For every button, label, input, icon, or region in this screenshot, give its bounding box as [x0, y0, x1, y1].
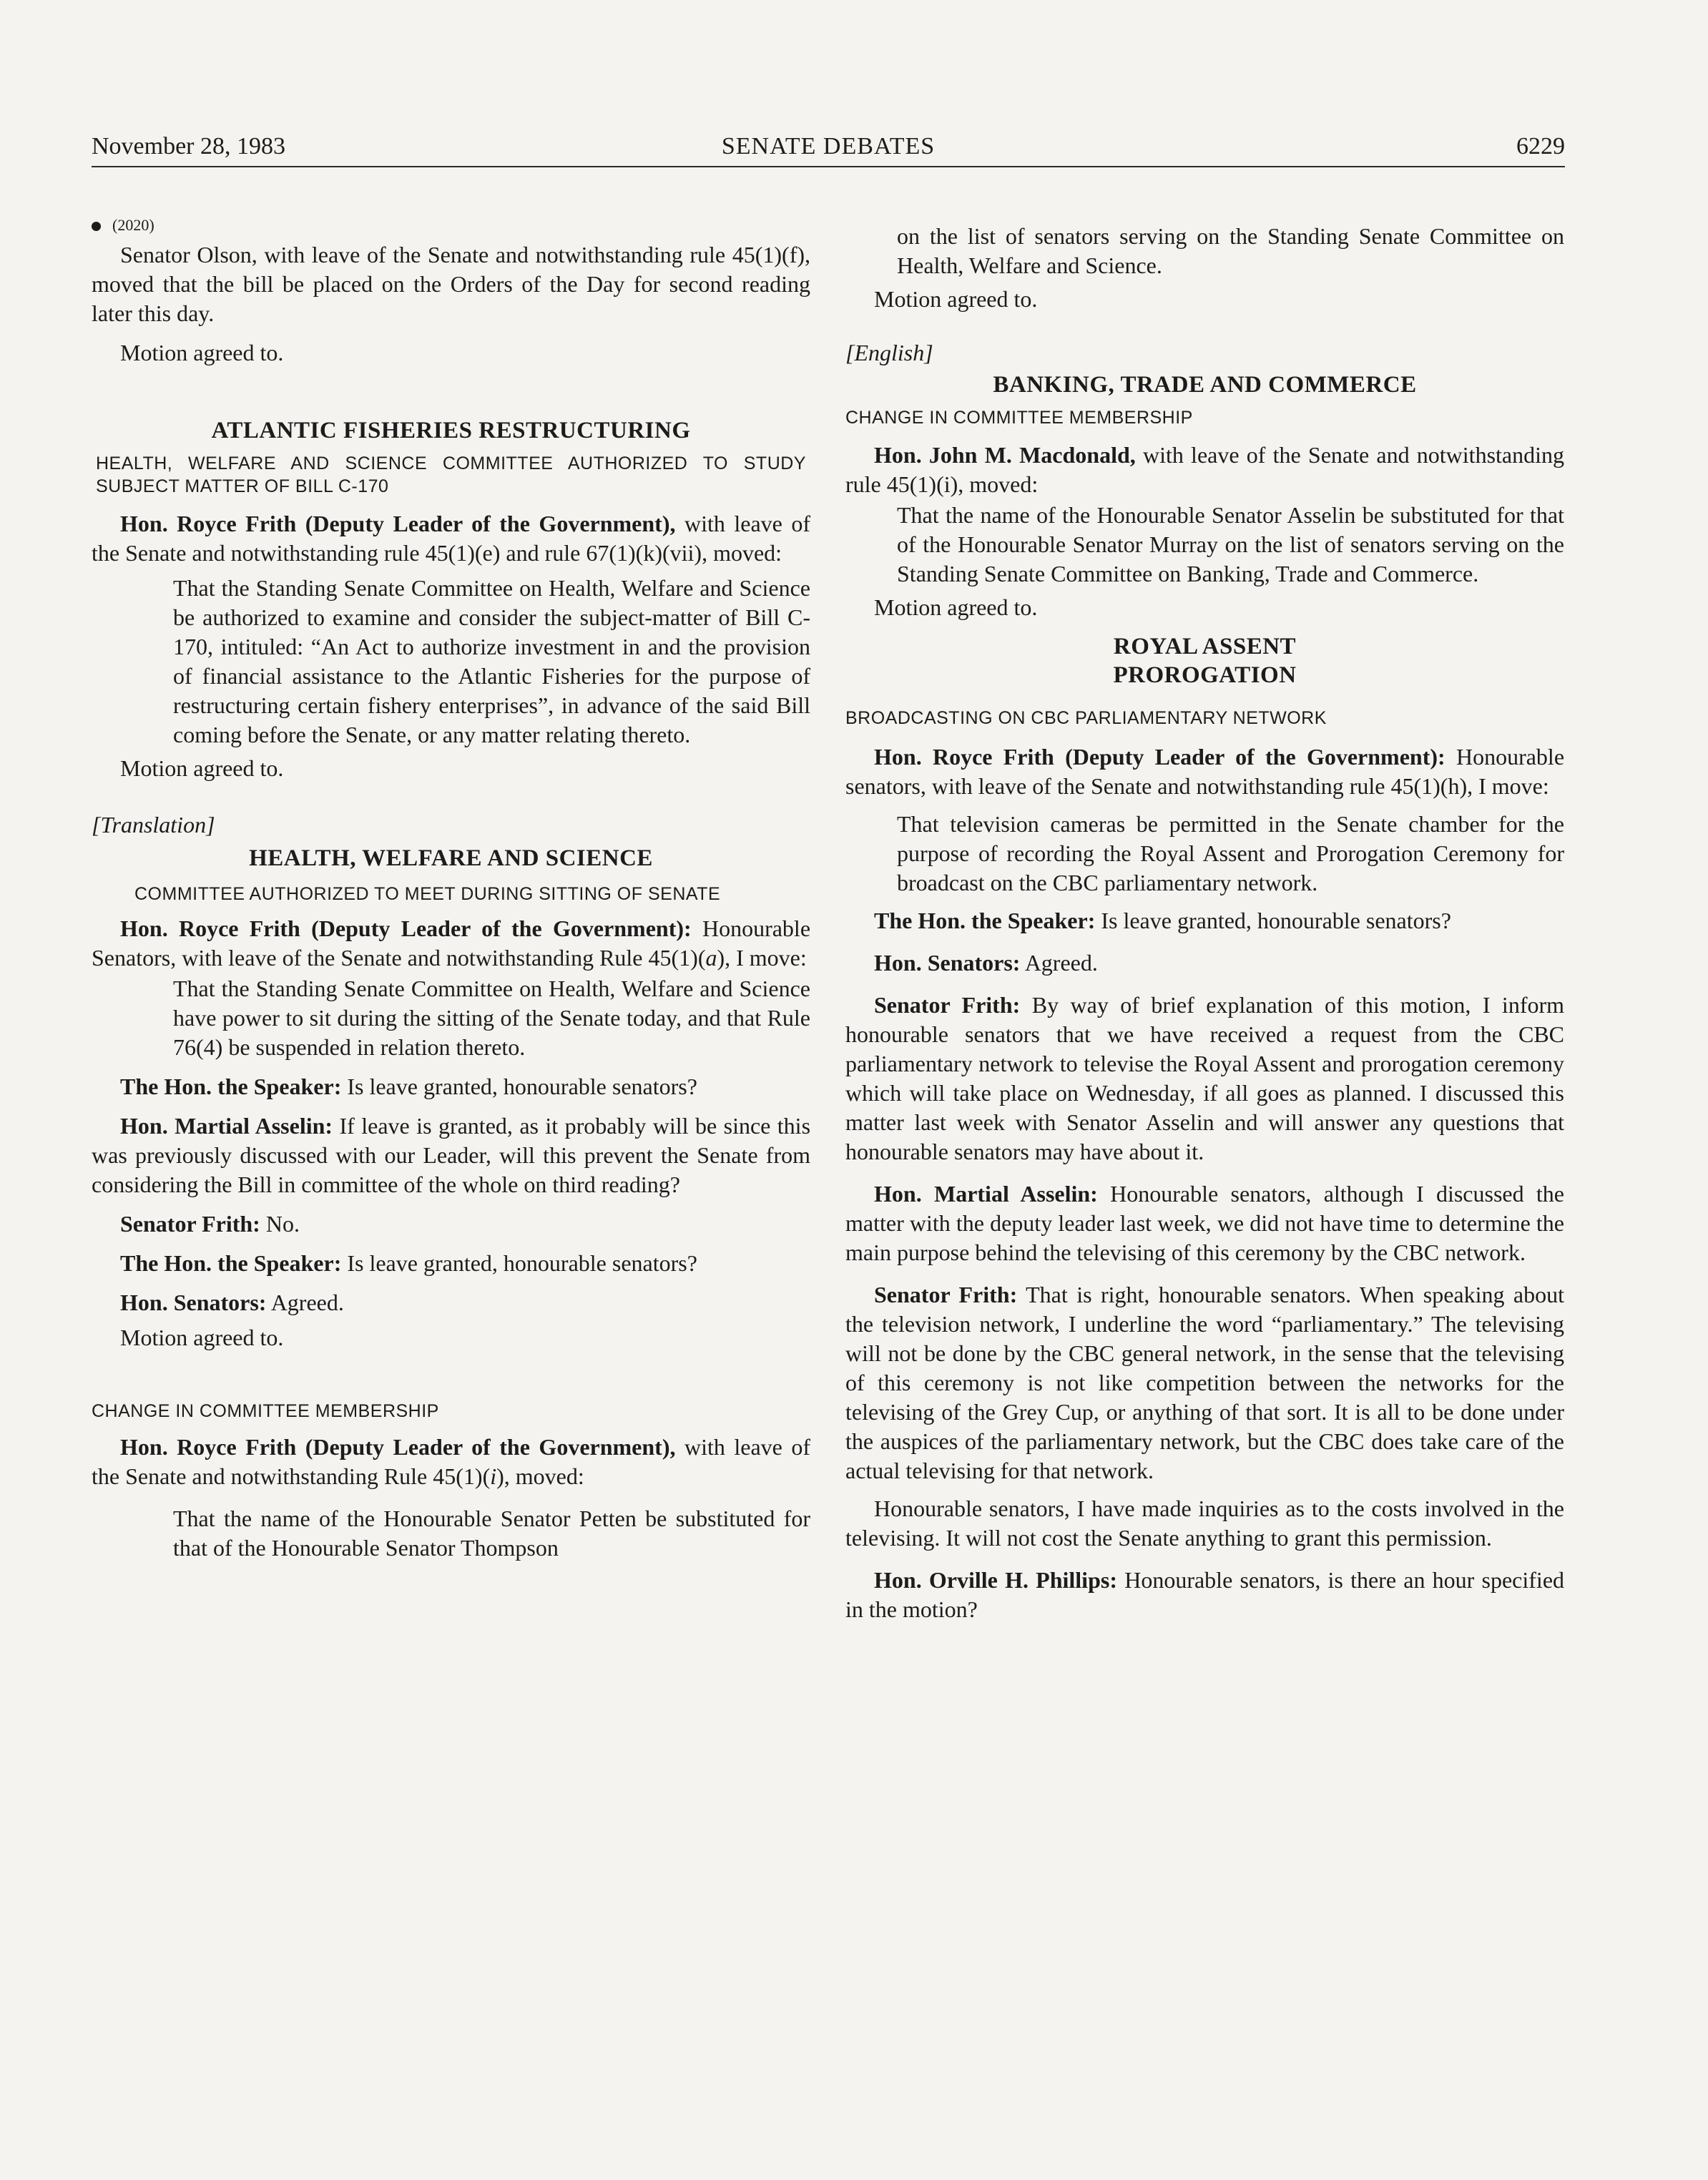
motion-text: That television cameras be permitted in the Senate chamber for the purpose of recording the Royal Assent and Prorogation Ceremony for broadcast on the CBC parliamentary network.	[897, 811, 1564, 895]
language-tag: [English]	[845, 340, 933, 365]
motion-result: Motion agreed to.	[120, 1325, 284, 1350]
section-heading: ROYAL ASSENT	[1113, 634, 1297, 659]
header-page-number: 6229	[1516, 133, 1565, 159]
speaker-name: Hon. Royce Frith (Deputy Leader of the Government):	[120, 915, 692, 941]
speech: Senator Frith: No.	[120, 1211, 300, 1237]
section-subheading: HEALTH, WELFARE AND SCIENCE COMMITTEE AUTHORIZED TO STUDY SUBJECT MATTER OF BILL C-170	[96, 453, 806, 496]
left-column	[92, 215, 810, 1567]
motion-result: Motion agreed to.	[874, 286, 1038, 312]
section-heading: BANKING, TRADE AND COMMERCE	[993, 372, 1417, 398]
speech: Hon. Senators: Agreed.	[120, 1290, 344, 1315]
section-subheading: BROADCASTING ON CBC PARLIAMENTARY NETWORK	[845, 708, 1327, 728]
speaker-name: Hon. Senators:	[120, 1290, 267, 1315]
paragraph: Honourable senators, I have made inquiries as to the costs involved in the televising. It will not cost the Senate anything to grant this permission.	[845, 1496, 1564, 1551]
speaker-name: The Hon. the Speaker:	[120, 1074, 342, 1099]
motion-result: Motion agreed to.	[874, 594, 1038, 620]
speaker-name: Hon. Royce Frith (Deputy Leader of the Government),	[120, 511, 676, 536]
speech: Hon. Royce Frith (Deputy Leader of the Government): Honourable senators, with leave of the Senate and notwithstanding rule 45(1)(h), I move:	[845, 744, 1565, 799]
language-tag: [Translation]	[92, 812, 215, 838]
speech: Hon. Martial Asselin: Honourable senators, although I discussed the matter with the deputy leader last week, we did not have time to determine the main purpose behind the televising of this ceremony by the CBC network.	[845, 1181, 1565, 1265]
header-title: SENATE DEBATES	[721, 133, 936, 159]
header-date: November 28, 1983	[92, 133, 286, 159]
speech: The Hon. the Speaker: Is leave granted, honourable senators?	[120, 1074, 697, 1099]
section-subheading: CHANGE IN COMMITTEE MEMBERSHIP	[92, 1401, 439, 1421]
speech: Senator Frith: By way of brief explanation of this motion, I inform honourable senators that we have received a request from the CBC parliamentary network to televise the Royal Assent and prorogation ceremony which will take place on Wednesday, if all goes as planned. I discussed this matter last week with Senator Asselin and will answer any questions that honourable senators may have about it.	[845, 992, 1565, 1164]
speaker-name: Hon. Royce Frith (Deputy Leader of the Government),	[120, 1434, 676, 1460]
section-subheading: CHANGE IN COMMITTEE MEMBERSHIP	[845, 408, 1193, 428]
page-marker: (2020)	[92, 215, 810, 236]
speaker-name: Hon. John M. Macdonald,	[874, 442, 1136, 468]
motion-text: That the Standing Senate Committee on Health, Welfare and Science be authorized to examine and consider the subject-matter of Bill C-170, intituled: “An Act to authorize investment in and the provision of financial assistance to the Atlantic Fisheries for the purpose of restructuring certain fishery enterprises”, in advance of the said Bill coming before the Senate, or any matter relating thereto.	[173, 575, 810, 747]
speech: Senator Frith: That is right, honourable senators. When speaking about the television network, I underline the word “parliamentary.” The televising will not be done by the CBC general network, in the sense that the televising of this ceremony is not like competition between the networks for the televising of the Grey Cup, or anything of that sort. It is all to be done under the auspices of the parliamentary network, but the CBC does take care of the actual televising for that network.	[845, 1282, 1565, 1483]
speaker-name: Hon. Martial Asselin:	[874, 1181, 1098, 1207]
speaker-name: Senator Frith:	[874, 1282, 1018, 1307]
section-heading: PROROGATION	[1113, 662, 1297, 688]
speaker-name: Hon. Senators:	[874, 950, 1021, 976]
speaker-name: Hon. Orville H. Phillips:	[874, 1567, 1117, 1593]
motion-text-continued: on the list of senators serving on the Standing Senate Committee on Health, Welfare and Science.	[897, 223, 1564, 278]
speech: Hon. Martial Asselin: If leave is granted, as it probably will be since this was previously discussed with our Leader, will this prevent the Senate from considering the Bill in committee of the whole on third reading?	[92, 1113, 811, 1197]
speech: Hon. Orville H. Phillips: Honourable senators, is there an hour specified in the motion?	[845, 1567, 1565, 1622]
bullet-icon	[92, 222, 101, 231]
motion-text: That the Standing Senate Committee on Health, Welfare and Science have power to sit during the sitting of the Senate today, and that Rule 76(4) be suspended in relation thereto.	[173, 976, 810, 1060]
speech: Hon. Senators: Agreed.	[874, 950, 1098, 976]
paragraph: Senator Olson, with leave of the Senate and notwithstanding rule 45(1)(f), moved that the bill be placed on the Orders of the Day for second reading later this day.	[92, 242, 810, 326]
motion-result: Motion agreed to.	[120, 340, 284, 365]
speech: Hon. Royce Frith (Deputy Leader of the Government): Honourable Senators, with leave of the Senate and notwithstanding Rule 45(1)(a), I move:	[92, 915, 811, 971]
motion-text: That the name of the Honourable Senator Asselin be substituted for that of the Honourable Senator Murray on the list of senators serving on the Standing Senate Committee on Banking, Trade and Commerce.	[897, 502, 1564, 586]
speech: Hon. Royce Frith (Deputy Leader of the Government), with leave of the Senate and notwithstanding rule 45(1)(e) and rule 67(1)(k)(vii), moved:	[92, 511, 811, 566]
speech: The Hon. the Speaker: Is leave granted, honourable senators?	[874, 908, 1451, 933]
section-subheading: COMMITTEE AUTHORIZED TO MEET DURING SITTING OF SENATE	[134, 884, 721, 904]
motion-result: Motion agreed to.	[120, 755, 284, 781]
section-heading: ATLANTIC FISHERIES RESTRUCTURING	[211, 418, 691, 443]
right-column	[845, 215, 1564, 1624]
running-header	[92, 129, 1565, 167]
motion-text: That the name of the Honourable Senator Petten be substituted for that of the Honourable Senator Thompson	[173, 1506, 810, 1561]
speaker-name: The Hon. the Speaker:	[120, 1250, 342, 1276]
speech: The Hon. the Speaker: Is leave granted, honourable senators?	[120, 1250, 697, 1276]
speaker-name: Senator Frith:	[120, 1211, 260, 1237]
speaker-name: Senator Frith:	[874, 992, 1021, 1018]
section-heading: HEALTH, WELFARE AND SCIENCE	[249, 845, 653, 871]
speaker-name: Hon. Martial Asselin:	[120, 1113, 333, 1139]
speech: Hon. Royce Frith (Deputy Leader of the Government), with leave of the Senate and notwithstanding Rule 45(1)(i), moved:	[92, 1434, 811, 1489]
speaker-name: The Hon. the Speaker:	[874, 908, 1096, 933]
speaker-name: Hon. Royce Frith (Deputy Leader of the Government):	[874, 744, 1446, 770]
speech: Hon. John M. Macdonald, with leave of the Senate and notwithstanding rule 45(1)(i), moved:	[845, 442, 1565, 497]
